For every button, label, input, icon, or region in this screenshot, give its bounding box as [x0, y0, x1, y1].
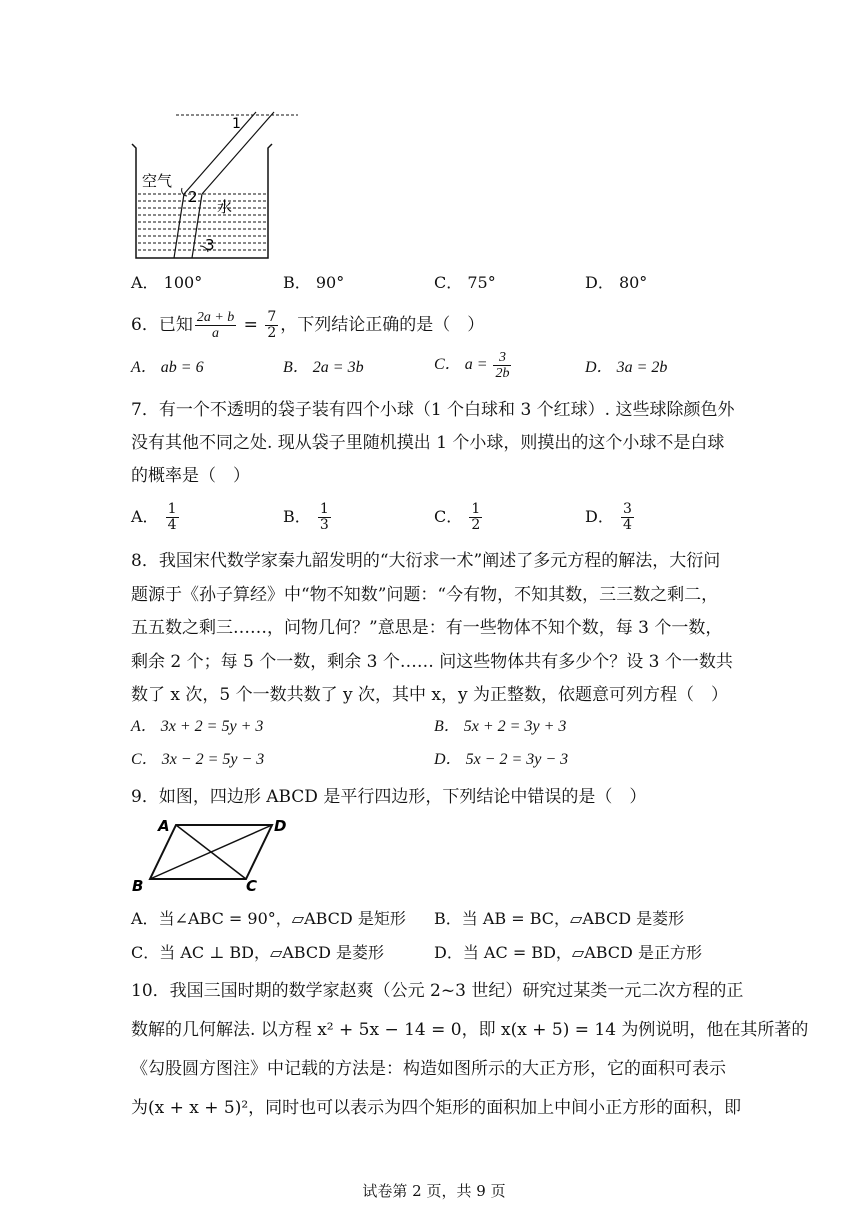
q6-option-a[interactable]: A． ab = 6 [131, 359, 204, 376]
q9-option-c[interactable]: C．当 AC ⊥ BD，▱ABCD 是菱形 [131, 943, 385, 962]
angle-3-label: 3 [205, 236, 215, 254]
q7-line-3: 的概率是（ ） [131, 466, 250, 486]
air-label: 空气 [142, 172, 173, 190]
q7-line-2: 没有其他不同之处. 现从袋子里随机摸出 1 个小球，则摸出的这个小球不是白球 [131, 433, 725, 453]
q10-line-4: 为(x + x + 5)²，同时也可以表示为四个矩形的面积加上中间小正方形的面积，即 [131, 1098, 742, 1118]
q10-line-1: 10．我国三国时期的数学家赵爽（公元 2~3 世纪）研究过某类一元二次方程的正 [131, 981, 744, 1001]
q5-option-d[interactable]: D． 80° [585, 273, 648, 292]
q6-stem: 6．已知 $\frac{2a + b}{a}$ = $\frac{7}{2}$ ，下列结论正确的是（ ） [131, 309, 485, 341]
q7-option-a[interactable]: A． $\frac{1}{4}$ [131, 501, 177, 533]
q8-option-d[interactable]: D． 5x − 2 = 3y − 3 [434, 751, 569, 768]
q5-option-b[interactable]: B． 90° [283, 273, 345, 292]
q8-option-c[interactable]: C． 3x − 2 = 5y − 3 [131, 751, 265, 768]
beaker-refraction-figure [128, 108, 303, 263]
q8-line-2: 题源于《孙子算经》中“物不知数”问题：“今有物，不知其数，三三数之剩二， [131, 585, 719, 605]
q9-option-d[interactable]: D．当 AC = BD，▱ABCD 是正方形 [434, 943, 702, 962]
q9-option-b[interactable]: B．当 AB = BC，▱ABCD 是菱形 [434, 909, 685, 928]
angle-2-label: 2 [188, 188, 198, 206]
q7-line-1: 7．有一个不透明的袋子装有四个小球（1 个白球和 3 个红球）. 这些球除颜色外 [131, 400, 735, 420]
q8-option-a[interactable]: A． 3x + 2 = 5y + 3 [131, 718, 264, 735]
q9-option-a[interactable]: A．当∠ABC = 90°，▱ABCD 是矩形 [131, 909, 406, 928]
q8-line-4: 剩余 2 个；每 5 个一数，剩余 3 个…… 问这些物体共有多少个？设 3 个一数共 [131, 652, 733, 672]
vertex-b-label: B [132, 877, 144, 895]
q8-option-b[interactable]: B． 5x + 2 = 3y + 3 [434, 718, 567, 735]
q10-line-3: 《勾股圆方图注》中记载的方法是：构造如图所示的大正方形，它的面积可表示 [131, 1059, 726, 1079]
q10-line-2: 数解的几何解法. 以方程 x² + 5x − 14 = 0，即 x(x + 5) = 14 为例说明，他在其所著的 [131, 1020, 809, 1040]
q8-line-1: 8．我国宋代数学家秦九韶发明的“大衍求一术”阐述了多元方程的解法，大衍问 [131, 551, 721, 571]
q9-stem: 9．如图，四边形 ABCD 是平行四边形，下列结论中错误的是（ ） [131, 787, 647, 807]
vertex-d-label: D [274, 817, 287, 835]
q7-option-c[interactable]: C． $\frac{1}{2}$ [434, 501, 481, 533]
q7-option-b[interactable]: B． $\frac{1}{3}$ [283, 501, 329, 533]
water-label: 水 [217, 198, 233, 216]
q6-option-c[interactable]: C． a = $\frac{3}{2b}$ [434, 350, 510, 381]
q8-line-3: 五五数之剩三……，问物几何？”意思是：有一些物体不知个数，每 3 个一数， [131, 618, 723, 638]
parallelogram-figure [128, 815, 298, 895]
angle-1-label: 1 [232, 116, 241, 132]
q5-option-a[interactable]: A． 100° [131, 273, 203, 292]
q8-line-5: 数了 x 次，5 个一数共数了 y 次，其中 x，y 为正整数，依题意可列方程（ ） [131, 685, 729, 705]
page-footer: 试卷第 2 页，共 9 页 [362, 1182, 506, 1200]
q6-option-d[interactable]: D． 3a = 2b [585, 359, 668, 376]
q6-option-b[interactable]: B． 2a = 3b [283, 359, 364, 376]
q7-option-d[interactable]: D． $\frac{3}{4}$ [585, 501, 632, 533]
vertex-c-label: C [246, 877, 258, 895]
vertex-a-label: A [158, 817, 170, 835]
q5-option-c[interactable]: C． 75° [434, 273, 496, 292]
